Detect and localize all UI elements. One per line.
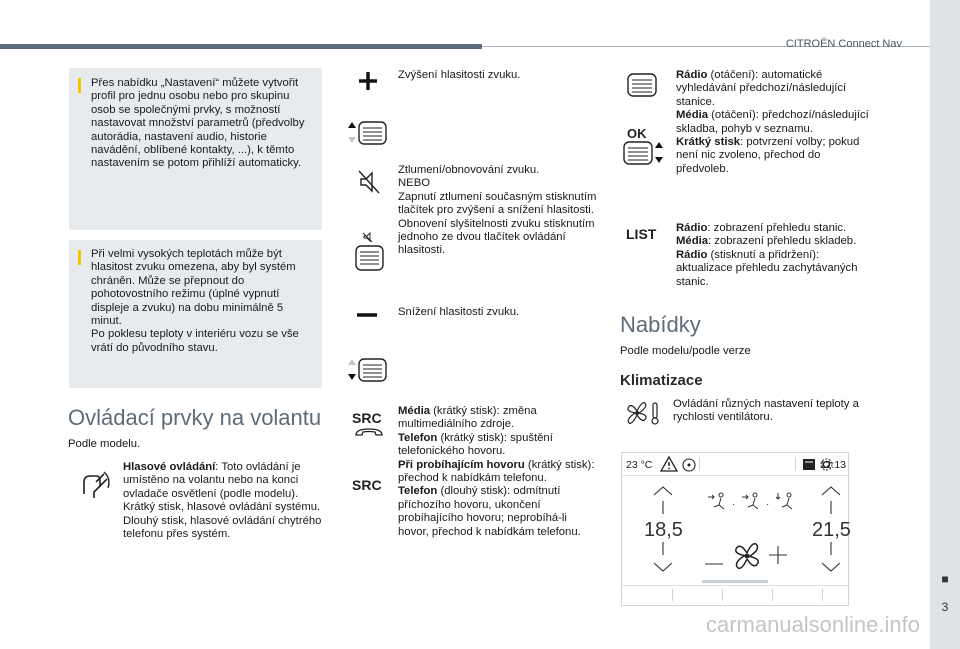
header-rule-dark [0,44,482,49]
status-divider [795,457,796,471]
page-number: 3 [941,600,949,614]
src-media-text: (krátký stisk): změna multimediálního zdroje. [398,405,537,431]
status-divider [699,457,700,471]
airflow-windscreen-icon[interactable] [774,491,798,518]
ok-radio-label: Rádio [676,69,708,81]
thumbwheel-mute-icon [352,232,386,274]
list-button-label: LIST [626,226,657,242]
src-media-label: Média [398,405,431,417]
fan-increase-icon[interactable] [768,545,788,570]
note-profile-text: Přes nabídku „Nastavení“ můžete vytvořit profil pro jednu osobu nebo pro skupinu osob se společnými prvky, s možností nastavovat množství parametrů (předvolby autorádia, nastavení audio, historie navádění, oblíbené kontakty, ...), k těmto nastavením se potom přihlíží automaticky. [91,77,305,170]
src-phone-label: Telefon [398,431,438,444]
plus-icon [357,70,379,92]
ok-button-label: OK [627,126,647,141]
fan-temperature-icon [625,400,661,426]
src-call-text: (krátký stisk): přechod k nabídkám telefonu. [398,458,595,485]
ok-media-label: Média [676,109,709,122]
src-button-label: SRC [352,410,382,426]
left-temp-up-icon[interactable] [652,485,674,520]
outside-temperature: 23 °C [626,459,653,471]
voice-command-title: Hlasové ovládání [123,461,216,473]
src-phone-text: (krátký stisk): spuštění telefonického hovoru. [398,431,553,458]
climate-title: Klimatizace [620,372,703,389]
right-temperature: 21,5 [812,519,851,541]
menus-subtitle: Podle modelu/podle verze [620,345,751,357]
ok-radio-text: (otáčení): automatické vyhledávání předchozí/následující stanice. [676,69,847,108]
list-description [676,222,876,289]
section-subtitle: Podle modelu. [68,438,141,450]
left-temperature: 18,5 [644,519,683,541]
list-radio-text: : zobrazení přehledu stanic. [707,222,847,234]
thumbwheel-down-icon [346,357,388,383]
airflow-dot: · [732,499,736,510]
note-info-icon [78,250,81,265]
climate-text: Ovládání různých nastavení teploty a rychlosti ventilátoru. [673,398,859,424]
ok-short-text: : potvrzení volby; pokud není nic zvoleno, přechod do předvoleb. [676,136,860,175]
screen-footer-divider [622,585,848,586]
airflow-dot: · [766,499,770,510]
note-profile [69,68,322,230]
list-radio-label: Rádio [676,222,708,234]
ok-media-text: (otáčení): předchozí/následující skladba, pohyb v seznamu. [676,109,869,135]
side-bar [930,0,960,649]
footer-divider [772,589,773,601]
airflow-feet-icon[interactable] [740,491,764,518]
note-info-icon [78,78,81,93]
src-long-label: Telefon [398,485,438,498]
footer-divider [722,589,723,601]
mute-text: Ztlumení/obnovování zvuku. NEBO Zapnutí ztlumení současným stisknutím tlačítek pro zvýšení a snížení hlasitosti. Obnovení slyšitelnosti zvuku stisknutím jednoho ze dvou tlačítek ovládání hlasitosti. [398,164,597,257]
src-long-text: (dlouhý stisk): odmítnutí příchozího hovoru, ukončení probíhajícího hovoru; neprobíhá-li hovor, přechod k nabídkám telefonu. [398,485,581,538]
footer-divider [672,589,673,601]
left-temp-down-icon[interactable] [652,541,674,578]
voice-command-icon [76,468,114,502]
menus-title: Nabídky [620,312,701,337]
airflow-face-icon[interactable] [706,491,730,518]
thumbwheel-icon [626,72,658,98]
screen-status-icon[interactable] [802,458,816,476]
right-temp-up-icon[interactable] [820,485,842,520]
volume-up-text: Zvýšení hlasitosti zvuku. [398,69,521,81]
footer-divider [822,589,823,601]
list-hold-text: (stisknutí a přidržení): aktualizace přehledu zachytávaných stanic. [676,248,858,288]
mute-icon [358,170,380,194]
clock: 12:13 [819,459,846,471]
climate-screen [621,452,849,606]
src-call-label: Při probíhajícím hovoru [398,458,525,471]
voice-command-text: Toto ovládání je umístěno na volantu nebo na konci ovladače osvětlení (podle modelu). Krátký stisk, hlasové ovládání systému. Dlouhý stisk, hlasové ovládání chytrého telefonu přes systém. [123,461,322,541]
voice-command-description: Hlasové ovládání: Toto ovládání je umístěno na volantu nebo na konci ovladače osvětlení (podle modelu). Krátký stisk, hlasové ovládání systému. Dlouhý stisk, hlasové ovládání chytrého telefonu přes systém. [123,461,322,541]
note-temperature [69,240,322,388]
header-brand: CITROËN Connect Nav [785,38,902,50]
right-temp-down-icon[interactable] [820,541,842,578]
fan-icon[interactable] [732,541,762,576]
list-hold-label: Rádio [676,248,708,261]
thumbwheel-ok-icon [622,140,666,166]
ok-short-label: Krátký stisk [676,136,741,149]
volume-down-text: Snížení hlasitosti zvuku. [398,306,520,318]
phone-icon [354,426,384,438]
list-media-text: : zobrazení přehledu skladeb. [708,235,857,248]
footer-watermark: carmanualsonline.info [705,612,920,637]
screen-header-divider [622,475,848,476]
list-media-label: Média [676,235,709,248]
note-temperature-text: Při velmi vysokých teplotách může být hlasitost zvuku omezena, aby byl systém chráněn. Může se přepnout do pohotovostního režimu (úplné vypnutí displeje a zvuku) na dobu minimálně 5 minut. Po poklesu teploty v interiéru vozu se vše vrátí do původního stavu. [91,248,299,354]
warning-icon[interactable] [660,456,678,477]
src-button-label-2: SRC [352,477,382,493]
fan-level-indicator [702,580,768,583]
thumbwheel-up-icon [346,120,388,146]
section-title-steering: Ovládací prvky na volantu [68,405,322,430]
minus-icon [356,312,378,318]
fan-decrease-icon[interactable] [704,553,724,571]
side-marker: ■ [941,572,949,586]
src-description [398,405,598,539]
ok-description [676,69,876,176]
